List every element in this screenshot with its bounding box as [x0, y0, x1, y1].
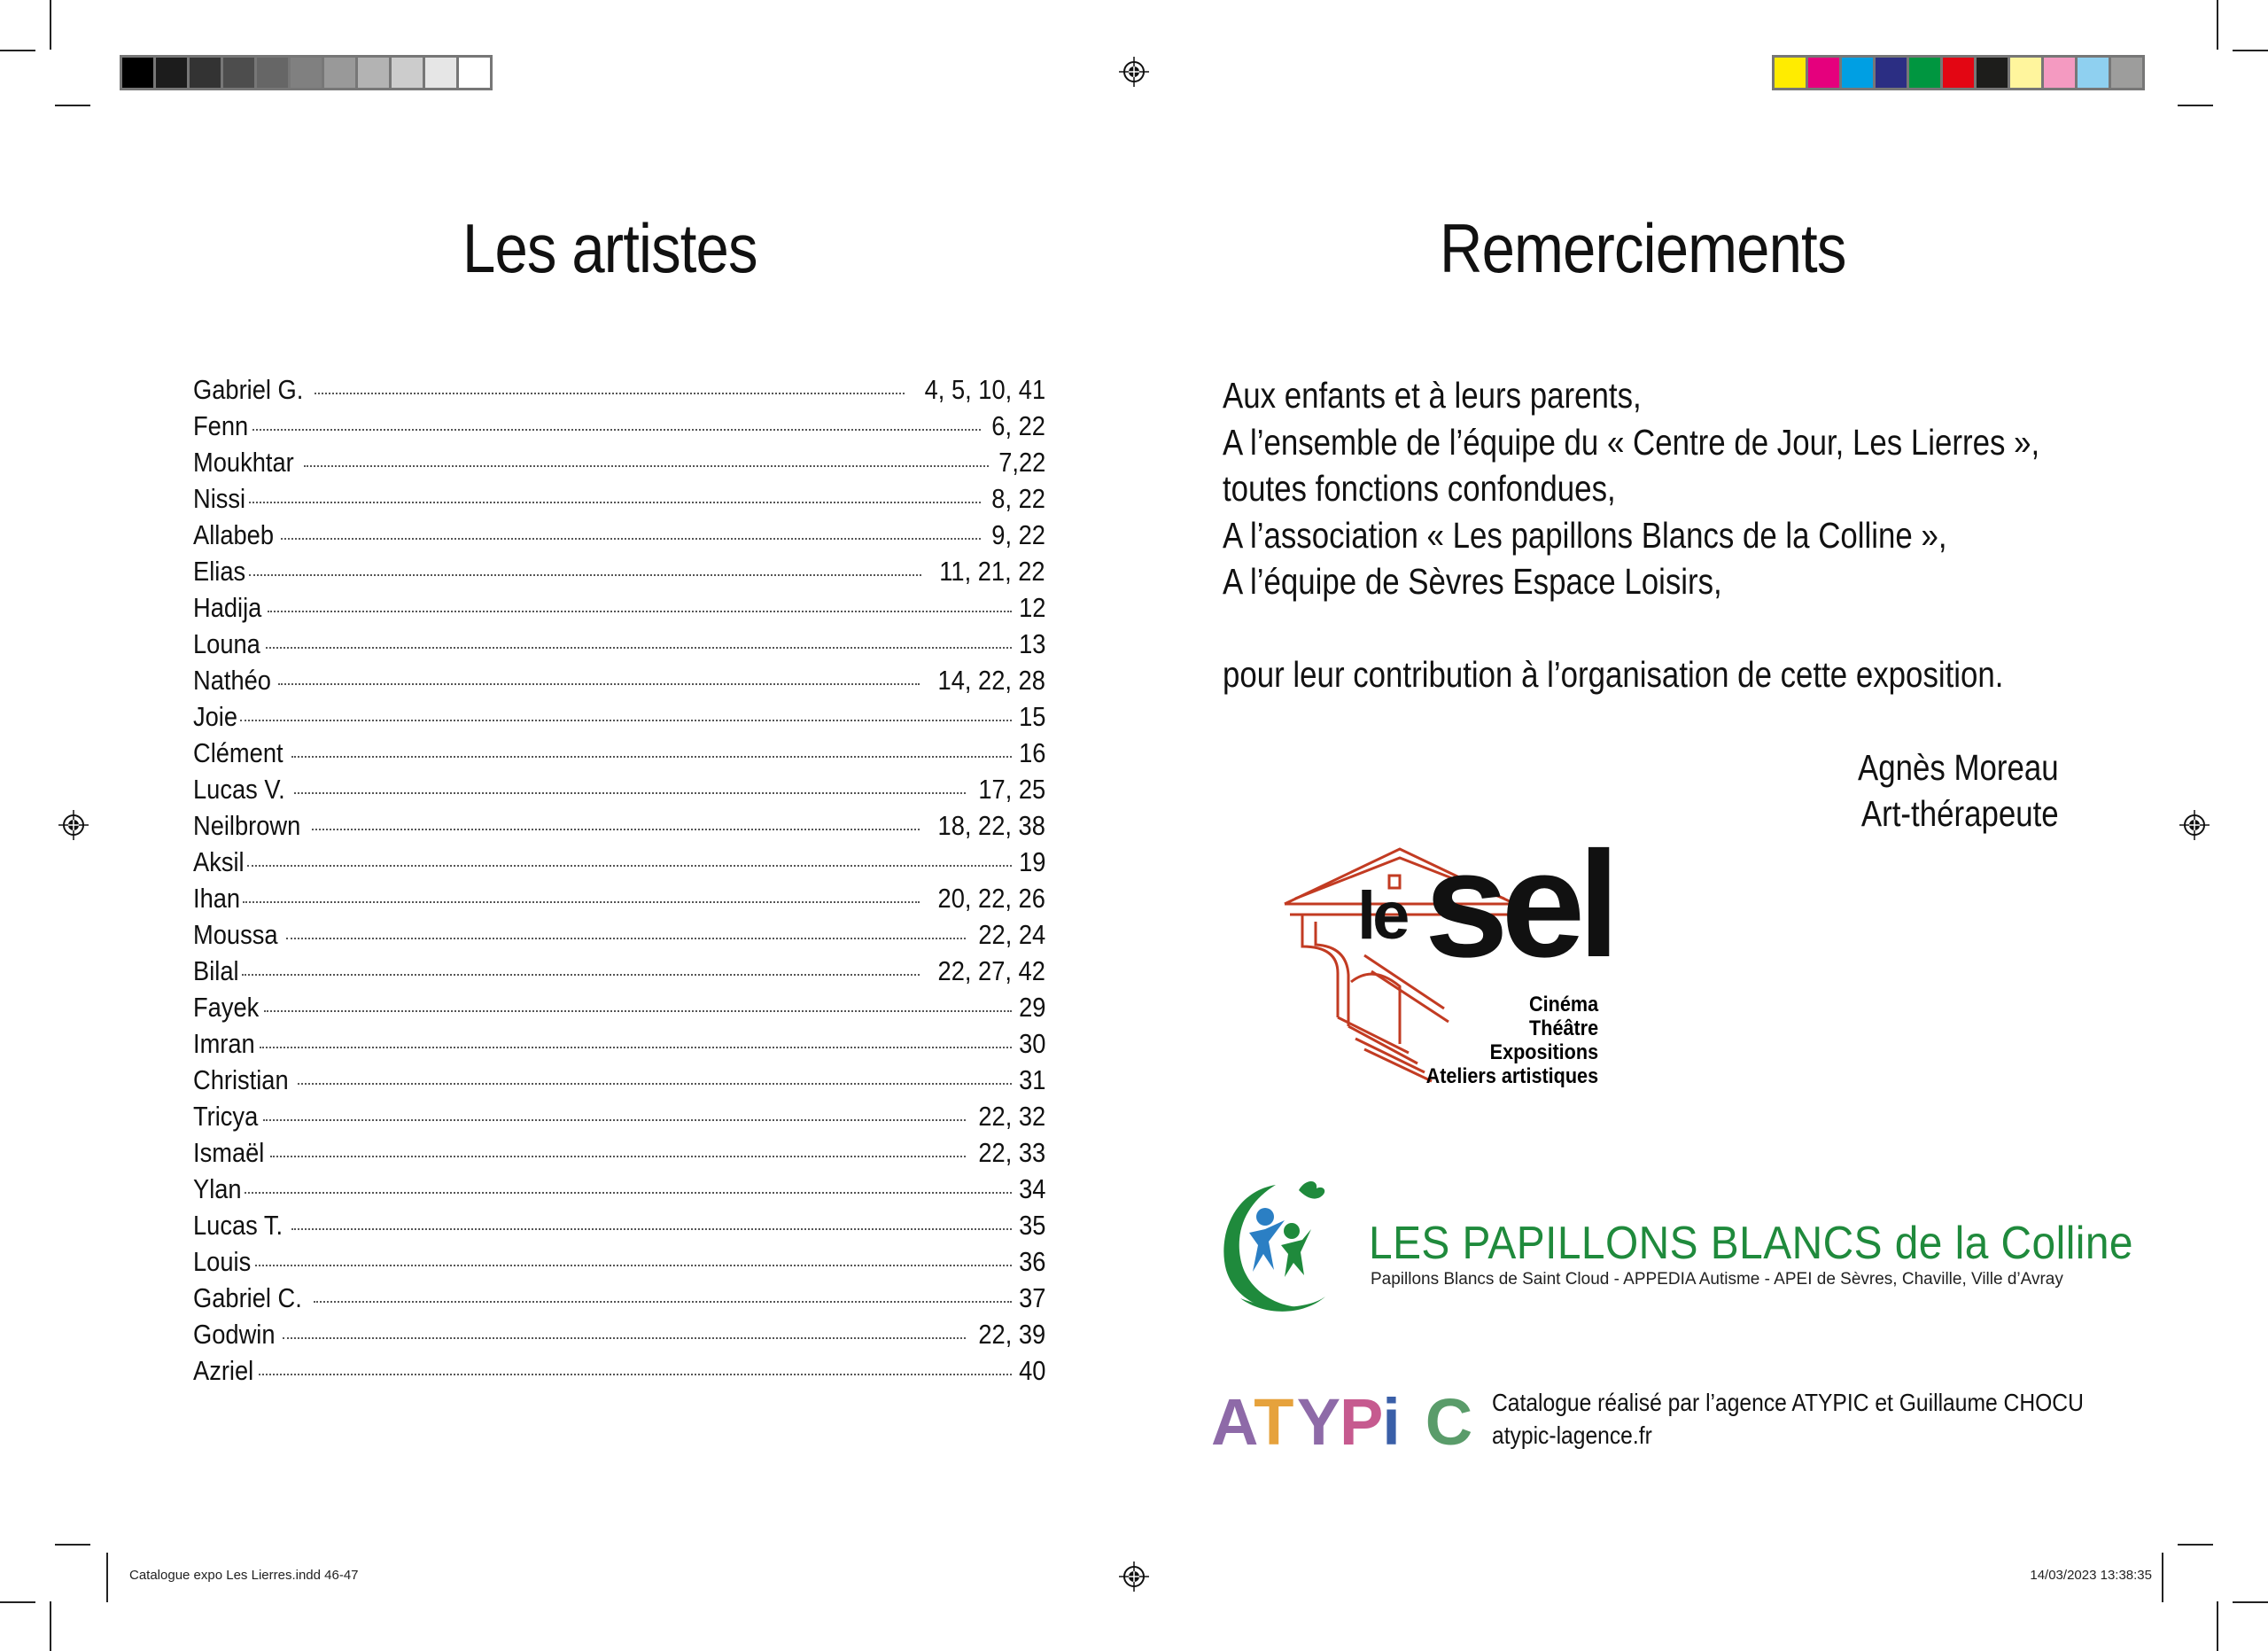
thanks-line: Aux enfants et à leurs parents,	[1223, 375, 1642, 416]
artist-name: Fenn	[193, 410, 249, 441]
artist-page-numbers: 22, 24	[978, 919, 1045, 950]
color-swatch	[1876, 58, 1907, 88]
artist-page-numbers: 22, 27, 42	[937, 955, 1045, 986]
color-swatch	[1775, 58, 1806, 88]
gray-swatch	[190, 58, 221, 88]
artist-row	[193, 1355, 1045, 1391]
le-sel-logo-sel: sel	[1425, 821, 1613, 989]
gray-swatch	[156, 58, 187, 88]
artist-row	[193, 1246, 1045, 1282]
dot-leader	[240, 720, 1012, 721]
le-sel-tag: Cinéma	[1528, 993, 1598, 1016]
thanks-line: pour leur contribution à l’organisation de cette exposition.	[1223, 654, 2004, 695]
thanks-line: A l’association « Les papillons Blancs de la Colline »,	[1223, 514, 1947, 556]
crop-mark	[2217, 1601, 2218, 1651]
artist-name: Elias	[193, 556, 246, 587]
gray-swatch	[122, 58, 153, 88]
artist-page-numbers: 34	[1018, 1173, 1045, 1204]
color-swatch-strip	[1772, 55, 2145, 90]
artist-row	[193, 665, 1045, 701]
artist-name: Louna	[193, 628, 260, 659]
artist-name: Gabriel G.	[193, 374, 304, 405]
crop-mark	[0, 50, 35, 51]
artist-row	[193, 774, 1045, 810]
crop-mark	[2162, 1553, 2163, 1602]
artist-row	[193, 519, 1045, 556]
artist-page-numbers: 22, 32	[978, 1101, 1045, 1132]
artist-page-numbers: 12	[1018, 592, 1045, 623]
artist-row	[193, 955, 1045, 992]
artist-name: Moukhtar	[193, 447, 294, 478]
dot-leader	[291, 756, 1011, 758]
crop-mark	[106, 1553, 108, 1602]
le-sel-logo	[1276, 821, 1613, 1097]
artist-name: Lucas T.	[193, 1210, 284, 1241]
gray-swatch	[358, 58, 389, 88]
artist-name: Neilbrown	[193, 810, 301, 841]
gray-swatch	[257, 58, 288, 88]
artist-row	[193, 447, 1045, 483]
crop-mark	[55, 1544, 90, 1546]
dot-leader	[314, 1301, 1012, 1303]
dot-leader	[242, 974, 920, 976]
artist-page-numbers: 9, 22	[991, 519, 1045, 550]
dot-leader	[252, 429, 981, 431]
artist-row	[193, 1282, 1045, 1319]
artist-name: Allabeb	[193, 519, 275, 550]
artist-name: Gabriel C.	[193, 1282, 302, 1313]
papillons-blancs-subtitle: Papillons Blancs de Saint Cloud - APPEDIA Autisme - APEI de Sèvres, Chaville, Ville d’Avray	[1371, 1270, 2063, 1289]
dot-leader	[260, 1047, 1011, 1048]
dot-leader	[266, 647, 1011, 649]
gray-swatch	[291, 58, 322, 88]
color-swatch	[1909, 58, 1940, 88]
dot-leader	[298, 1083, 1011, 1085]
dot-leader	[268, 611, 1012, 612]
artist-row	[193, 628, 1045, 665]
le-sel-logo-tags	[1407, 993, 1598, 1088]
color-swatch	[1943, 58, 1974, 88]
artist-page-numbers: 14, 22, 28	[937, 665, 1045, 696]
crop-mark	[55, 105, 90, 106]
artist-page-numbers: 20, 22, 26	[937, 883, 1045, 914]
artist-name: Godwin	[193, 1319, 276, 1350]
artist-page-numbers: 7,22	[998, 447, 1045, 478]
dot-leader	[249, 574, 921, 576]
artist-page-numbers: 13	[1018, 628, 1045, 659]
artist-page-numbers: 36	[1018, 1246, 1045, 1277]
artist-name: Imran	[193, 1028, 255, 1059]
dot-leader	[286, 938, 966, 939]
artist-row	[193, 483, 1045, 519]
artist-name: Nathéo	[193, 665, 271, 696]
dot-leader	[304, 465, 988, 467]
artist-page-numbers: 37	[1018, 1282, 1045, 1313]
dot-leader	[283, 1337, 966, 1339]
dot-leader	[291, 1228, 1012, 1230]
dot-leader	[247, 865, 1011, 867]
artist-row	[193, 992, 1045, 1028]
gray-swatch	[223, 58, 254, 88]
atypic-letter: A	[1211, 1385, 1259, 1459]
crop-mark	[2217, 0, 2218, 50]
dot-leader	[278, 683, 920, 685]
page-title-thanks: Remerciements	[1440, 209, 1846, 287]
artist-name: Lucas V.	[193, 774, 285, 805]
artist-row	[193, 374, 1045, 410]
artist-page-numbers: 8, 22	[991, 483, 1045, 514]
artist-row	[193, 592, 1045, 628]
artist-row	[193, 1137, 1045, 1173]
artist-name: Azriel	[193, 1355, 254, 1386]
dot-leader	[255, 1265, 1011, 1266]
thanks-blank-line	[1223, 605, 2184, 652]
crop-mark	[50, 0, 51, 50]
artist-row	[193, 1028, 1045, 1064]
crop-mark	[0, 1601, 35, 1603]
dot-leader	[259, 1374, 1012, 1375]
credit-line: Catalogue réalisé par l’agence ATYPIC et Guillaume CHOCU	[1492, 1389, 2084, 1416]
papillons-emblem-icon	[1214, 1165, 1338, 1320]
color-swatch	[1808, 58, 1839, 88]
registration-mark-icon	[1119, 1561, 1149, 1592]
signature-name: Agnès Moreau	[1858, 747, 2059, 788]
crop-mark	[50, 1601, 51, 1651]
artist-name: Moussa	[193, 919, 278, 950]
artist-name: Aksil	[193, 846, 245, 877]
thanks-line: A l’équipe de Sèvres Espace Loisirs,	[1223, 561, 1722, 602]
registration-mark-icon	[58, 810, 89, 840]
artist-page-numbers: 19	[1018, 846, 1045, 877]
artist-name: Christian	[193, 1064, 289, 1095]
artist-name: Hadija	[193, 592, 262, 623]
thanks-line: A l’ensemble de l’équipe du « Centre de Jour, Les Lierres »,	[1223, 421, 2040, 463]
artist-page-numbers: 4, 5, 10, 41	[924, 374, 1045, 405]
artist-name: Tricya	[193, 1101, 259, 1132]
papillons-blancs-logo	[1214, 1165, 2134, 1320]
artist-row	[193, 556, 1045, 592]
artist-name: Nissi	[193, 483, 246, 514]
slug-timestamp: 14/03/2023 13:38:35	[2030, 1568, 2152, 1583]
gray-swatch	[324, 58, 355, 88]
artist-name: Ihan	[193, 883, 241, 914]
artist-row	[193, 810, 1045, 846]
dot-leader	[312, 829, 920, 830]
artist-row	[193, 1101, 1045, 1137]
color-swatch	[2111, 58, 2142, 88]
gray-swatch	[459, 58, 490, 88]
dot-leader	[281, 538, 981, 540]
atypic-letter: i	[1382, 1385, 1401, 1459]
artist-page-numbers: 30	[1018, 1028, 1045, 1059]
dot-leader	[245, 1192, 1011, 1194]
artist-row	[193, 1210, 1045, 1246]
artist-row	[193, 919, 1045, 955]
artist-row	[193, 701, 1045, 737]
color-swatch	[2044, 58, 2075, 88]
artist-page-numbers: 16	[1018, 737, 1045, 768]
grayscale-swatch-strip	[120, 55, 493, 90]
artist-name: Ylan	[193, 1173, 242, 1204]
artist-page-numbers: 29	[1018, 992, 1045, 1023]
dot-leader	[315, 393, 905, 394]
signature-role: Art-thérapeute	[1861, 793, 2059, 834]
dot-leader	[264, 1010, 1011, 1012]
atypic-logo	[1209, 1381, 1473, 1459]
artist-page-numbers: 18, 22, 38	[937, 810, 1045, 841]
registration-mark-icon	[1119, 57, 1149, 87]
atypic-letter: Y	[1296, 1385, 1341, 1459]
artist-page-numbers: 22, 39	[978, 1319, 1045, 1350]
papillons-blancs-title: LES PAPILLONS BLANCS de la Colline	[1369, 1218, 2134, 1269]
artist-name: Louis	[193, 1246, 252, 1277]
signature-block	[1822, 744, 2059, 837]
artist-row	[193, 410, 1045, 447]
le-sel-tag: Théâtre	[1528, 1016, 1598, 1040]
thanks-line: toutes fonctions confondues,	[1223, 468, 1616, 509]
dot-leader	[294, 792, 966, 794]
dot-leader	[270, 1156, 965, 1157]
artist-row	[193, 1319, 1045, 1355]
artist-row	[193, 1173, 1045, 1210]
artist-name: Ismaël	[193, 1137, 265, 1168]
crop-mark	[2233, 50, 2268, 51]
gray-swatch	[425, 58, 456, 88]
registration-mark-icon	[2179, 810, 2210, 840]
artist-name: Clément	[193, 737, 284, 768]
le-sel-tag: Expositions	[1489, 1040, 1598, 1064]
le-sel-logo-le: le	[1357, 878, 1407, 954]
artist-page-numbers: 15	[1018, 701, 1045, 732]
color-swatch	[1977, 58, 2008, 88]
artist-row	[193, 737, 1045, 774]
color-swatch	[2078, 58, 2109, 88]
acknowledgement-text	[1223, 372, 2184, 698]
atypic-letter: C	[1425, 1385, 1473, 1459]
dot-leader	[243, 901, 920, 903]
slug-file-name: Catalogue expo Les Lierres.indd 46-47	[129, 1568, 359, 1583]
artist-page-numbers: 35	[1018, 1210, 1045, 1241]
crop-mark	[2233, 1601, 2268, 1603]
artist-page-numbers: 6, 22	[991, 410, 1045, 441]
gray-swatch	[392, 58, 423, 88]
page-title-artists: Les artistes	[462, 209, 757, 287]
credit-website: atypic-lagence.fr	[1492, 1421, 1652, 1449]
artist-page-numbers: 22, 33	[978, 1137, 1045, 1168]
crop-mark	[2178, 1544, 2213, 1546]
atypic-letter: T	[1254, 1385, 1294, 1459]
artist-row	[193, 883, 1045, 919]
artist-page-numbers: 17, 25	[978, 774, 1045, 805]
color-swatch	[1842, 58, 1873, 88]
artist-name: Bilal	[193, 955, 239, 986]
artist-name: Joie	[193, 701, 238, 732]
catalogue-credit	[1492, 1386, 2164, 1452]
artist-index-list	[193, 374, 1045, 1391]
artist-name: Fayek	[193, 992, 260, 1023]
artist-row	[193, 1064, 1045, 1101]
crop-mark	[2178, 105, 2213, 106]
color-swatch	[2010, 58, 2041, 88]
le-sel-tag: Ateliers artistiques	[1425, 1064, 1598, 1088]
artist-page-numbers: 31	[1018, 1064, 1045, 1095]
artist-row	[193, 846, 1045, 883]
artist-page-numbers: 11, 21, 22	[939, 556, 1045, 587]
dot-leader	[263, 1119, 966, 1121]
atypic-letter: P	[1340, 1385, 1384, 1459]
artist-page-numbers: 40	[1018, 1355, 1045, 1386]
dot-leader	[249, 502, 981, 503]
